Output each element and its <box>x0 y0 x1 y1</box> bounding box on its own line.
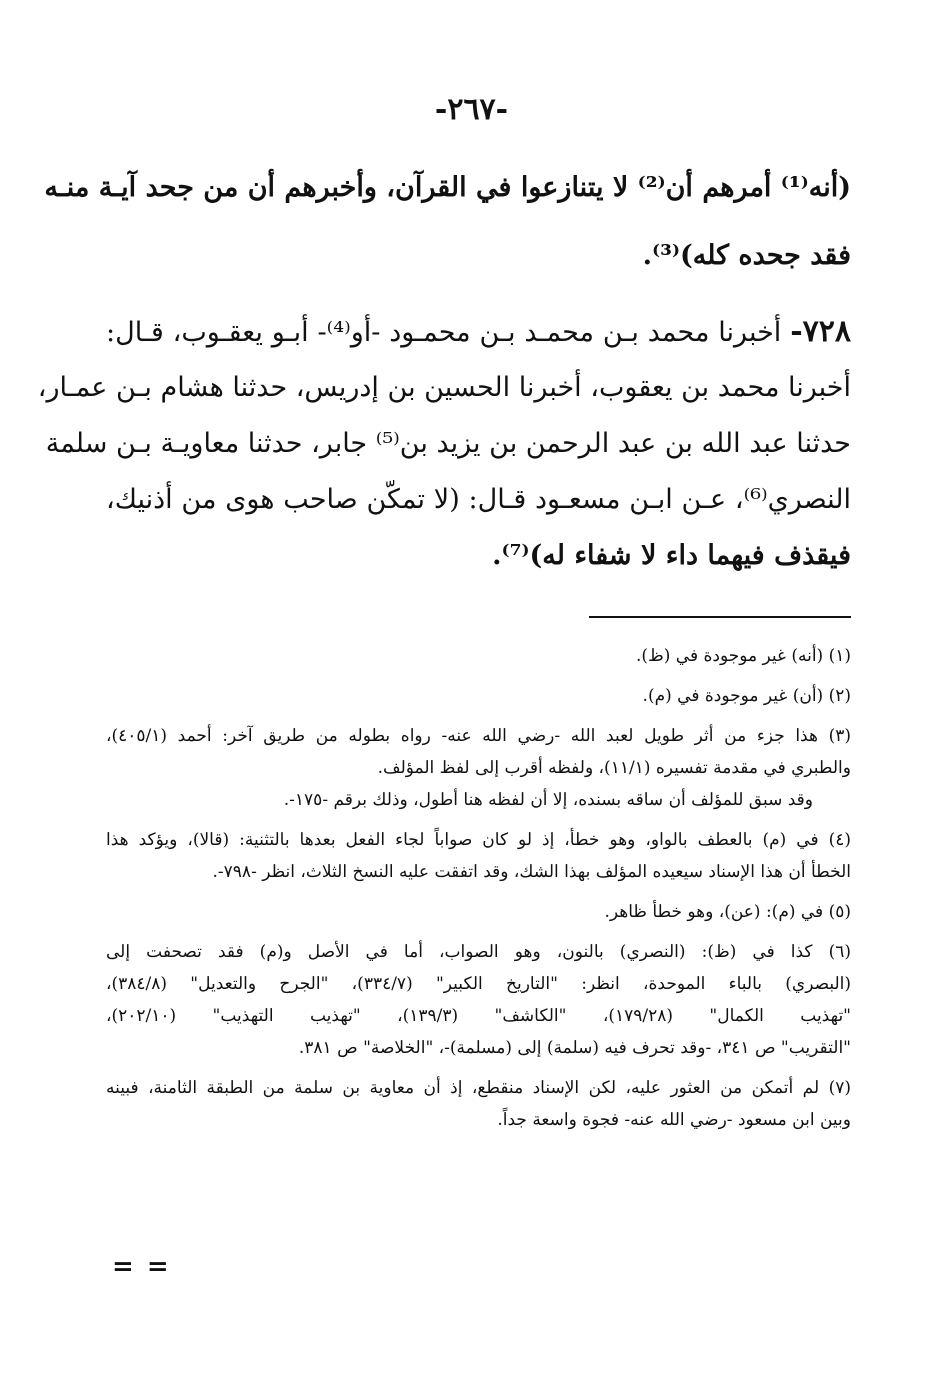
footnote-line: والطبري في مقدمة تفسيره (١١/١)، ولفظه أقرب إلى لفظ المؤلف. <box>377 758 851 778</box>
text-line <box>106 304 851 360</box>
footnotes <box>106 640 851 1136</box>
footnote-line: (١) (أنه) غير موجودة في (ظ). <box>635 646 851 666</box>
continuation-mark: = = <box>112 1252 171 1282</box>
footnote-line: "التقريب" ص ٣٤١، -وقد تحرف فيه (سلمة) إلى (مسلمة)-، "الخلاصة" ص ٣٨١. <box>298 1038 851 1058</box>
text-line: النصري⁽⁶⁾، عـن ابـن مسعـود قـال: (لا تمكّن صاحب هوى من أذنيك، <box>106 484 851 515</box>
footnote-separator <box>589 616 851 618</box>
footnote-line: وقد سبق للمؤلف أن ساقه بسنده، إلا أن لفظه هنا أطول، وذلك برقم -١٧٥-. <box>283 790 813 810</box>
text-line: (أنه⁽¹⁾ أمرهم أن⁽²⁾ لا يتنازعوا في القرآن، وأخبرهم أن من جحد آيـة منـه <box>44 172 851 203</box>
footnote-line: (٣) هذا جزء من أثر طويل لعبد الله -رضي الله عنه- رواه بطوله من طريق آخر: أحمد (٤٠٥/١)، <box>106 726 851 746</box>
page-number: -٢٦٧- <box>434 92 509 127</box>
footnote-line: الخطأ أن هذا الإسناد سيعيده المؤلف بهذا الشك، وقد اتفقت عليه النسخ الثلاث، انظر -٧٩٨-. <box>212 862 851 882</box>
footnote-line: (٢) (أن) غير موجودة في (م). <box>642 686 851 706</box>
footnote-4 <box>106 824 851 888</box>
text-line: حدثنا عبد الله بن عبد الرحمن بن يزيد بن⁽⁵⁾ جابر، حدثنا معاويـة بـن سلمة <box>45 428 851 459</box>
footnote-2 <box>106 680 851 712</box>
footnote-6 <box>106 936 851 1064</box>
text-line-content: أخبرنا محمد بـن محمـد بـن محمـود -أو⁽⁴⁾- أبـو يعقـوب، قـال: <box>106 317 782 348</box>
footnote-line: (البصري) بالباء الموحدة، انظر: "التاريخ الكبير" (٣٣٤/٧)، "الجرح والتعديل" (٣٨٤/٨)، <box>106 974 852 994</box>
footnote-line: (٧) لم أتمكن من العثور عليه، لكن الإسناد منقطع، إذ أن معاوية بن سلمة من الطبقة الثامنة، فبينه <box>106 1078 851 1098</box>
footnote-3 <box>106 720 851 816</box>
text-line: فيقذف فيهما داء لا شفاء له)⁽⁷⁾. <box>492 540 851 571</box>
text-line: أخبرنا محمد بن يعقوب، أخبرنا الحسين بن إدريس، حدثنا هشام بـن عمـار، <box>37 372 851 403</box>
hadith-paragraph <box>37 304 851 584</box>
footnote-7 <box>106 1072 851 1136</box>
footnote-line: (٦) كذا في (ظ): (النصري) بالنون، وهو الصواب، أما في الأصل و(م) فقد تصحفت إلى <box>106 942 851 962</box>
footnote-1 <box>106 640 851 672</box>
footnote-line: وبين ابن مسعود -رضي الله عنه- فجوة واسعة جداً. <box>497 1110 851 1130</box>
quote-paragraph <box>44 160 851 284</box>
hadith-number: ٧٢٨- <box>790 314 851 349</box>
text-line: فقد جحده كله)⁽³⁾. <box>642 240 851 271</box>
footnote-5 <box>106 896 851 928</box>
footnote-line: "تهذيب الكمال" (١٧٩/٢٨)، "الكاشف" (١٣٩/٣)، "تهذيب التهذيب" (٢٠٢/١٠)، <box>106 1006 851 1026</box>
footnote-line: (٤) في (م) بالعطف بالواو، وهو خطأ، إذ لو كان صواباً لجاء الفعل بعدها بالتثنية: (قالا)، ويؤكد هذا <box>106 830 851 850</box>
footnote-line: (٥) في (م): (عن)، وهو خطأ ظاهر. <box>604 902 851 922</box>
